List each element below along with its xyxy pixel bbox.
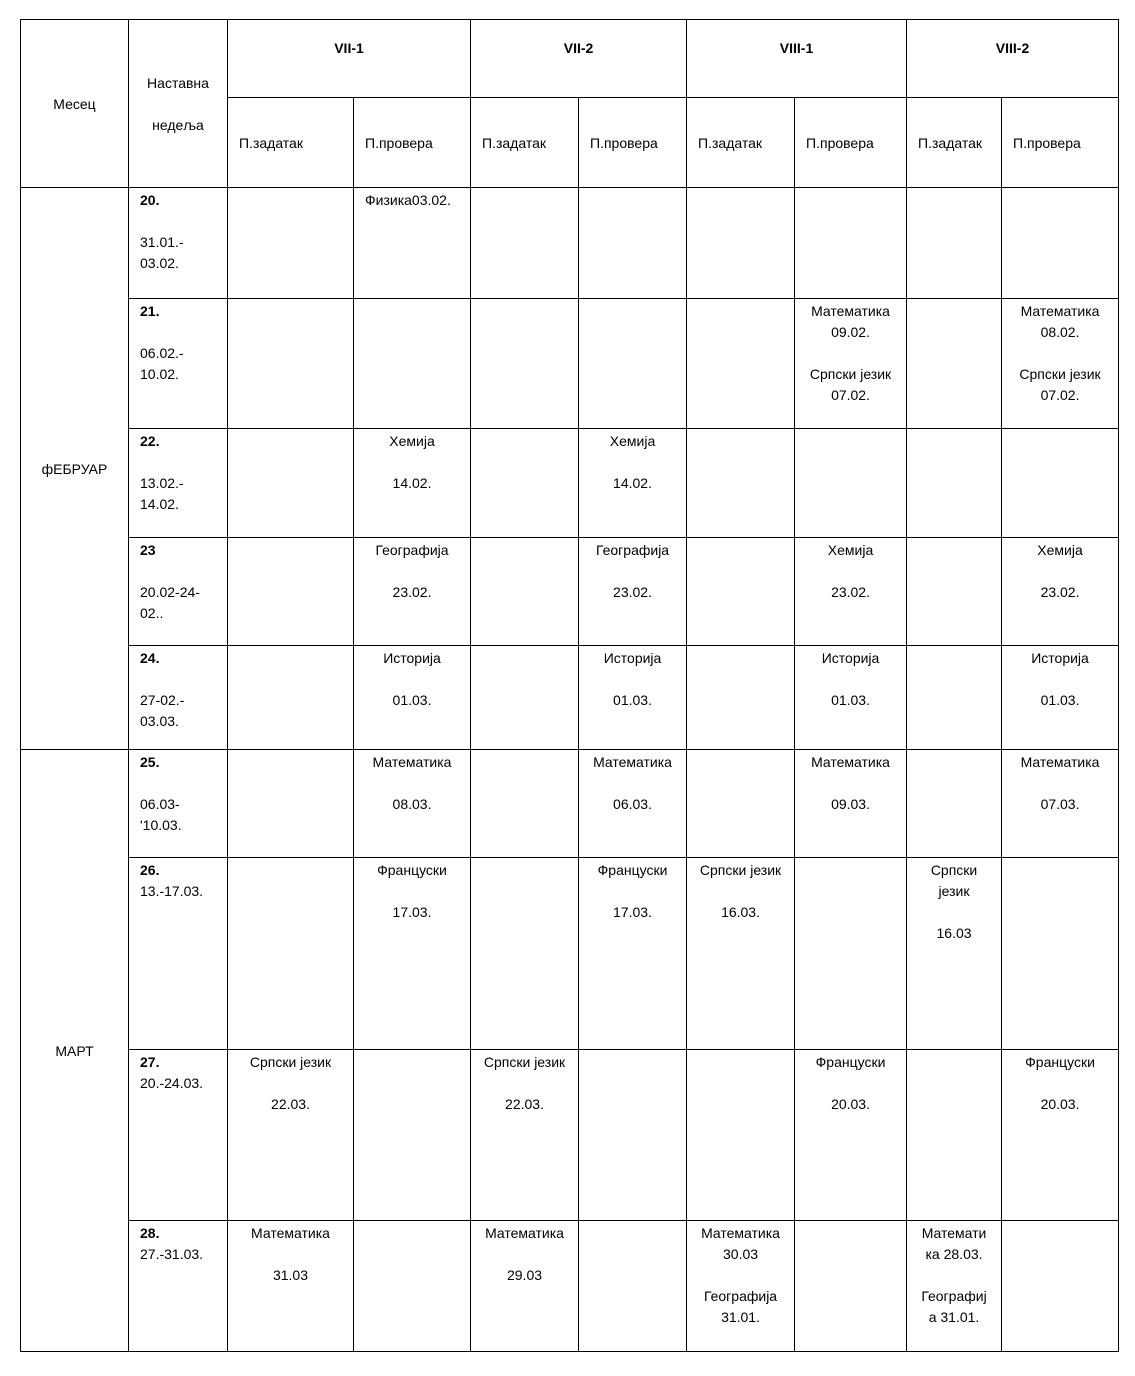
exam-cell: Математика 09.02. Српски језик 07.02. [795, 299, 907, 429]
exam-cell: Математика 31.03 [228, 1221, 354, 1352]
empty-cell [579, 1050, 687, 1221]
subheader-check: П.провера [795, 98, 907, 188]
exam-cell: Историја 01.03. [579, 646, 687, 750]
empty-cell [907, 1050, 1002, 1221]
exam-cell: Математика 07.03. [1002, 750, 1119, 858]
week-cell: 27. 20.-24.03. [129, 1050, 228, 1221]
exam-cell: Математика 08.03. [354, 750, 471, 858]
week-cell: 25. 06.03- '10.03. [129, 750, 228, 858]
week-cell: 26. 13.-17.03. [129, 858, 228, 1050]
table-row [21, 429, 1119, 538]
table-row [21, 750, 1119, 858]
empty-cell [1002, 858, 1119, 1050]
exam-cell: Хемија 14.02. [354, 429, 471, 538]
class-header-viii-2: VIII-2 [907, 20, 1119, 98]
schedule-table [20, 19, 1119, 1352]
empty-cell [795, 188, 907, 299]
subheader-check: П.провера [354, 98, 471, 188]
exam-cell: Хемија 23.02. [1002, 538, 1119, 646]
empty-cell [228, 188, 354, 299]
empty-cell [228, 299, 354, 429]
table-row [21, 858, 1119, 1050]
exam-cell: Српски језик 22.03. [471, 1050, 579, 1221]
empty-cell [471, 538, 579, 646]
exam-cell: Француски 20.03. [1002, 1050, 1119, 1221]
table-row [21, 188, 1119, 299]
week-cell: 24. 27-02.- 03.03. [129, 646, 228, 750]
empty-cell [228, 429, 354, 538]
empty-cell [579, 1221, 687, 1352]
empty-cell [471, 299, 579, 429]
empty-cell [354, 299, 471, 429]
empty-cell [471, 188, 579, 299]
empty-cell [471, 646, 579, 750]
exam-cell: Физика03.02. [354, 188, 471, 299]
empty-cell [687, 188, 795, 299]
empty-cell [907, 188, 1002, 299]
empty-cell [907, 750, 1002, 858]
empty-cell [907, 538, 1002, 646]
class-header-vii-2: VII-2 [471, 20, 687, 98]
exam-cell: Француски 17.03. [579, 858, 687, 1050]
subheader-check: П.провера [1002, 98, 1119, 188]
subheader-check: П.провера [579, 98, 687, 188]
empty-cell [687, 299, 795, 429]
empty-cell [579, 188, 687, 299]
exam-cell: Математи ка 28.03. Географиј а 31.01. [907, 1221, 1002, 1352]
empty-cell [579, 299, 687, 429]
exam-cell: Математика 30.03 Географија 31.01. [687, 1221, 795, 1352]
empty-cell [795, 429, 907, 538]
week-cell: 28. 27.-31.03. [129, 1221, 228, 1352]
table-row [21, 1221, 1119, 1352]
subheader-task: П.задатак [907, 98, 1002, 188]
exam-cell: Хемија 23.02. [795, 538, 907, 646]
exam-cell: Француски 17.03. [354, 858, 471, 1050]
week-cell: 21. 06.02.- 10.02. [129, 299, 228, 429]
empty-cell [471, 858, 579, 1050]
empty-cell [1002, 1221, 1119, 1352]
table-row [21, 299, 1119, 429]
empty-cell [228, 538, 354, 646]
empty-cell [907, 646, 1002, 750]
empty-cell [1002, 429, 1119, 538]
exam-cell: Хемија 14.02. [579, 429, 687, 538]
subheader-task: П.задатак [228, 98, 354, 188]
empty-cell [795, 858, 907, 1050]
exam-cell: Историја 01.03. [1002, 646, 1119, 750]
empty-cell [907, 299, 1002, 429]
subheader-task: П.задатак [687, 98, 795, 188]
week-cell: 20. 31.01.- 03.02. [129, 188, 228, 299]
exam-cell: Математика 29.03 [471, 1221, 579, 1352]
empty-cell [687, 750, 795, 858]
exam-cell: Географија 23.02. [579, 538, 687, 646]
table-row [21, 538, 1119, 646]
subheader-task: П.задатак [471, 98, 579, 188]
empty-cell [228, 750, 354, 858]
week-cell: 23 20.02-24- 02.. [129, 538, 228, 646]
month-column-header: Месец [21, 20, 129, 188]
exam-cell: Француски 20.03. [795, 1050, 907, 1221]
empty-cell [795, 1221, 907, 1352]
empty-cell [471, 429, 579, 538]
empty-cell [471, 750, 579, 858]
exam-cell: Историја 01.03. [354, 646, 471, 750]
table-row [21, 646, 1119, 750]
exam-cell: Српски језик 16.03. [687, 858, 795, 1050]
empty-cell [1002, 188, 1119, 299]
exam-cell: Математика 06.03. [579, 750, 687, 858]
empty-cell [228, 646, 354, 750]
empty-cell [687, 538, 795, 646]
exam-cell: Српски језик 22.03. [228, 1050, 354, 1221]
empty-cell [354, 1050, 471, 1221]
month-label-february: фЕБРУАР [21, 188, 129, 750]
empty-cell [687, 429, 795, 538]
exam-cell: Математика 09.03. [795, 750, 907, 858]
empty-cell [687, 1050, 795, 1221]
class-header-viii-1: VIII-1 [687, 20, 907, 98]
exam-cell: Географија 23.02. [354, 538, 471, 646]
class-header-vii-1: VII-1 [228, 20, 471, 98]
exam-cell: Српски језик 16.03 [907, 858, 1002, 1050]
empty-cell [354, 1221, 471, 1352]
month-label-march: МАРТ [21, 750, 129, 1352]
empty-cell [687, 646, 795, 750]
week-cell: 22. 13.02.- 14.02. [129, 429, 228, 538]
week-column-header: Наставна недеља [129, 20, 228, 188]
empty-cell [228, 858, 354, 1050]
table-row [21, 1050, 1119, 1221]
empty-cell [907, 429, 1002, 538]
exam-cell: Математика 08.02. Српски језик 07.02. [1002, 299, 1119, 429]
exam-cell: Историја 01.03. [795, 646, 907, 750]
